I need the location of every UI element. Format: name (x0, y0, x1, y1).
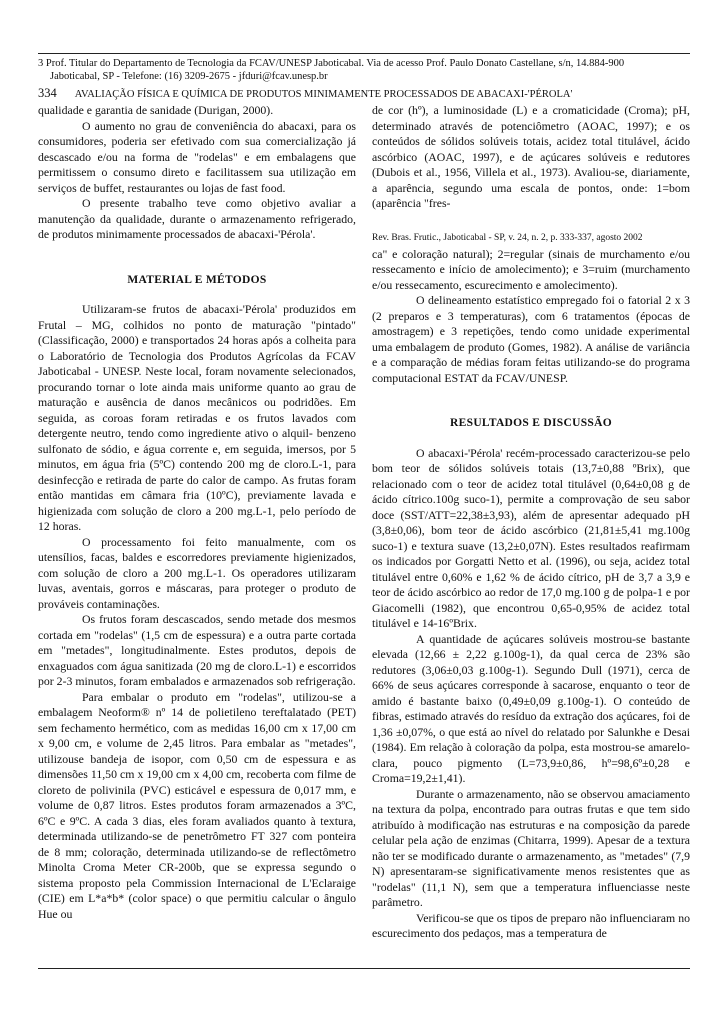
paragraph-recem-processado: O abacaxi-'Pérola' recém-processado caracterizou-se pelo bom teor de sólidos solúveis totais (13,7±0,88 ºBrix), que relacionado com o teor de acidez total titulável (0,64±0,08 g de ácido cítrico.100g suco-1), permite a comprovação de seu sabor doce (SST/ATT=22,38±3,93), além de apresentar adequado pH (3,8±0,06), bom teor de ácido ascórbico (21,81±5,41 mg.100g suco-1) e textura suave (13,2±0,07N). Estes resultados reafirmam os indicados por Gorgatti Netto et al. (1996), ou seja, acidez total titulável entre 0,60% e 1,62 % de ácido cítrico, pH de 3,7 a 3,9 e teor de ácido ascórbico ao redor de 17,0 mg.100 g de polpa-1 e por Giacomelli (1982), que encontrou 0,65-0,95% de acidez total titulável e 14-16ºBrix. (372, 445, 690, 630)
left-column (38, 103, 356, 922)
paragraph-intro-continuation: qualidade e garantia de sanidade (Durigan, 2000). (38, 103, 274, 117)
running-title: AVALIAÇÃO FÍSICA E QUÍMICA DE PRODUTOS MINIMAMENTE PROCESSADOS DE ABACAXI-'PÉROLA' (74, 89, 573, 100)
journal-reference: Rev. Bras. Frutic., Jaboticabal - SP, v. 24, n. 2, p. 333-337, agosto 2002 (372, 232, 643, 243)
paragraph-acucares: A quantidade de açúcares solúveis mostrou-se bastante elevada (12,66 ± 2,22 g.100g-1), da qual cerca de 23% são redutores (3,06±0,03 g.100g-1). Segundo Dull (1971), cerca de 66% de seus açúcares corresponde à sacarose, enquanto o teor de amido é bastante baixo (0,49±0,09 g.100g-1). O conteúdo de fibras, estimado através do resíduo da extração dos açúcares, foi de 1,36 ±0,07%, o que está ao nível do relatado por Salunkhe e Desai (1984). Em relação à coloração da polpa, esta mostrou-se amarelo-clara, pouco pigmento (L=73,9±0,86, hº=98,6º±0,28 e Croma=19,2±1,41). (372, 631, 690, 785)
right-column (372, 103, 690, 942)
bottom-rule (38, 968, 690, 969)
footnote-line-2: Jaboticabal, SP - Telefone: (16) 3209-2675 - jfduri@fcav.unesp.br (50, 71, 328, 82)
paragraph-armazenamento: Durante o armazenamento, não se observou amaciamento na textura da polpa, encontrado para outras frutas e que tem sido atribuído à modificação nas estruturas e na composição da parede celular pela ação de enzimas (Chitarra, 1999). Apesar de a textura não ter se modificado durante o armazenamento, as "metades" (7,9 N) apresentaram-se significativamente menos resistentes que as "rodelas" (11,1 N), sem que a temperatura influenciasse neste parâmetro. (372, 786, 690, 909)
paragraph-cor-part-b: ca" e coloração natural); 2=regular (sinais de murchamento e/ou ressecamento e início de amolecimento); e 3=ruim (murchamento e/ou ressecamento, escurecimento e amolecimento). (372, 246, 690, 292)
running-header (38, 86, 698, 101)
page-number: 334 (38, 86, 57, 100)
paragraph-frutos: Utilizaram-se frutos de abacaxi-'Pérola' produzidos em Frutal – MG, colhidos no ponto de maturação "pintado" (Classificação, 2000) e transportados 24 horas após a colheita para o Laboratório de Tecnologia dos Produtos Agrícolas da FCAV Jaboticabal - UNESP. Neste local, foram novamente selecionados, procurando tornar o lote ainda mais uniforme quanto ao grau de maturação e ausência de danos mecânicos ou podridões. Em seguida, as coroas foram retiradas e os frutos lavados com detergente neutro, tendo como ingrediente ativo o alquil- benzeno sulfonato de sódio, e água corrente e, em seguida, imersos, por 5 minutos, em água fria (5ºC) contendo 200 mg de cloro.L-1, para desinfecção e retirada de parte do calor de campo. As frutas foram então mantidas em câmara fria (10ºC), previamente lavada e higienizada com solução de cloro a 200 mg.L-1, pelo período de 12 horas. (38, 302, 356, 533)
section-heading-resultados: RESULTADOS E DISCUSSÃO (450, 417, 612, 429)
paragraph-cor-part-a: de cor (hº), a luminosidade (L) e a cromaticidade (Croma); pH, determinado através de potenciômetro (AOAC, 1997); e os conteúdos de sólidos solúveis totais, acidez total titulável, ácido ascórbico (AOAC, 1997), e de açúcares solúveis e redutores (Dubois et al., 1956, Villela et al., 1973). Avaliou-se, diariamente, a aparência, segundo uma escala de pontos, onde: 1=bom (aparência "fres- (372, 103, 690, 210)
paragraph-conveniencia: O aumento no grau de conveniência do abacaxi, para os consumidores, poderia ser efetivado com sua comercialização já descascado e/ou na forma de "rodelas" e em embalagens que permitissem o consumo direto e facilitassem sua utilização em serviços de buffet, restaurantes ou lojas de fast food. (38, 118, 356, 195)
paragraph-embalar: Para embalar o produto em "rodelas", utilizou-se a embalagem Neoform® nº 14 de polietileno tereftalatado (PET) sem fechamento hermético, com as medidas 16,00 cm x 17,00 cm x 9,00 cm, e volume de 2,45 litros. Para embalar as "metades", utilizouse bandeja de isopor, com 0,50 cm de espessura e as dimensões 11,50 cm x 19,00 cm x 4,00 cm, recoberta com filme de cloreto de polivinila (PVC) esticável e espessura de 0,017 mm, e volume de 0,87 litros. Estes produtos foram armazenados a 3ºC, 6ºC e 9ºC. A cada 3 dias, eles foram avaliados quanto à textura, determinada utilizando-se de penetrômetro FT 327 com ponteira de 8 mm; coloração, determinada utilizando-se de reflectômetro Minolta Croma Meter CR-200b, que se expressa segundo o sistema proposto pela Commission Internacional de L'Eclaraige (CIE) em L*a*b* (color space) o que permitiu calcular o ângulo Hue ou (38, 689, 356, 921)
top-rule (38, 53, 690, 54)
author-footnote (38, 57, 698, 83)
footnote-line-1: 3 Prof. Titular do Departamento de Tecnologia da FCAV/UNESP Jaboticabal. Via de acesso Prof. Paulo Donato Castellane, s/n, 14.884-900 (38, 58, 625, 69)
paragraph-processamento: O processamento foi feito manualmente, com os utensílios, facas, baldes e escorredores previamente higienizados, com solução de cloro a 200 mg.L-1. Os operadores utilizaram luvas, aventais, gorros e máscaras, para proteger o produto de prováveis contaminações. (38, 534, 356, 611)
paragraph-delineamento: O delineamento estatístico empregado foi o fatorial 2 x 3 (2 preparos e 3 temperaturas), com 6 tratamentos (épocas de amostragem) e 3 repetições, tendo como unidade experimental uma embalagem de produto (Gomes, 1982). A análise de variância e a comparação de médias foram feitas utilizando-se do programa computacional ESTAT da FCAV/UNESP. (372, 293, 690, 385)
paragraph-objetivo: O presente trabalho teve como objetivo avaliar a manutenção da qualidade, durante o armazenamento refrigerado, de produtos minimamente processados de abacaxi-'Pérola'. (38, 196, 356, 241)
paragraph-descascados: Os frutos foram descascados, sendo metade dos mesmos cortada em "rodelas" (1,5 cm de espessura) e a outra parte cortada em "metades", longitudinalmente. Estes produtos, depois de enxaguados com água sanitizada (20 mg de cloro.L-1) e escorridos por 2-3 minutos, foram embalados e armazenados sob refrigeração. (38, 612, 356, 688)
section-heading-material: MATERIAL E MÉTODOS (127, 273, 267, 286)
paragraph-verificou: Verificou-se que os tipos de preparo não influenciaram no escurecimento dos pedaços, mas a temperatura de (372, 910, 690, 940)
